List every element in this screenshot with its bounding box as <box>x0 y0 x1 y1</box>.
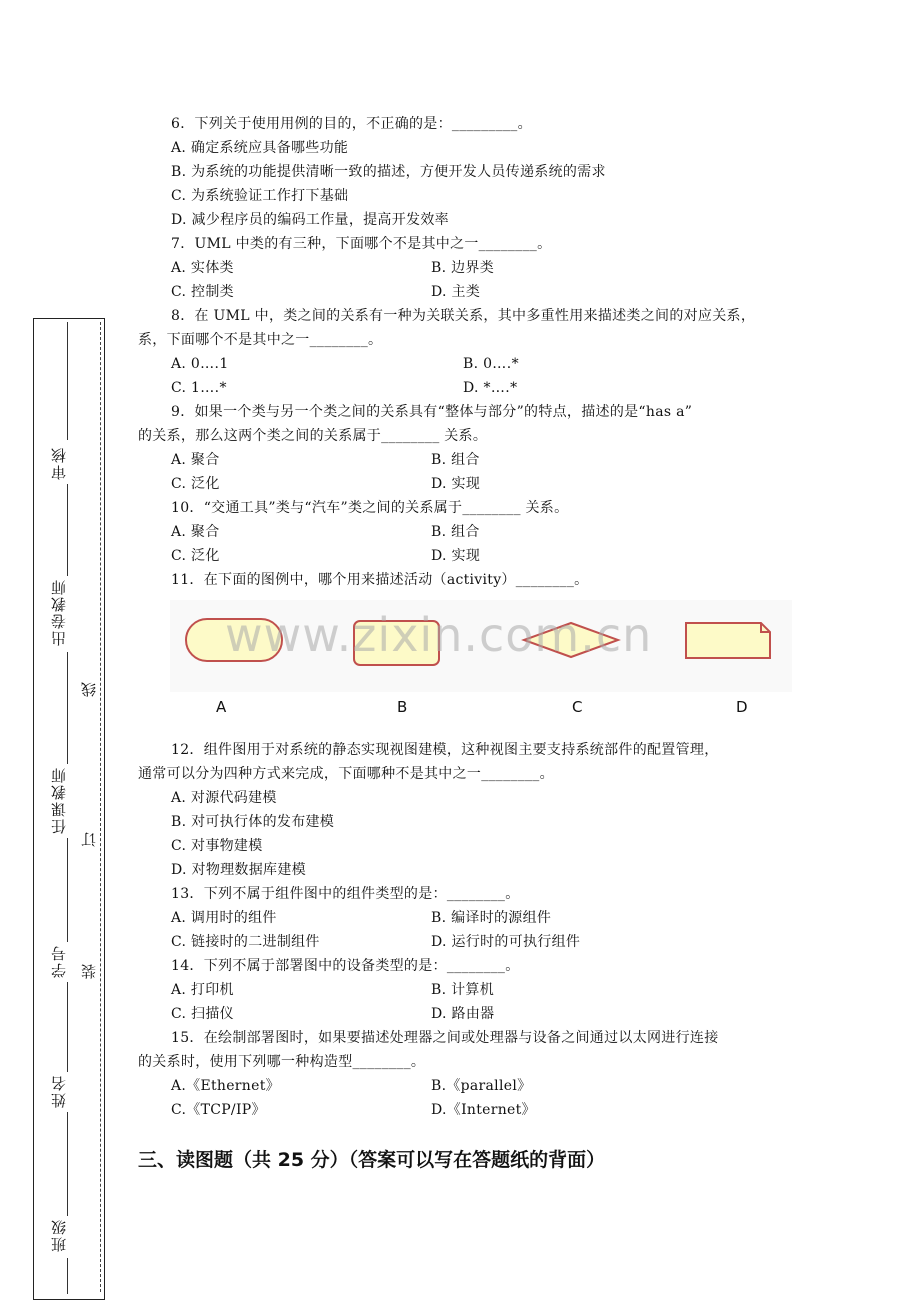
q13-option-a: A. 调用时的组件 <box>171 910 277 926</box>
figure-label-a: A <box>216 698 227 716</box>
label-class: 班级 <box>50 1218 68 1252</box>
question-7: 7．UML 中类的有三种，下面哪个不是其中之一________。 <box>171 236 552 252</box>
shape-c-diamond <box>524 623 618 657</box>
question-15-line1: 15．在绘制部署图时，如果要描述处理器之间或处理器与设备之间通过以太网进行连接 <box>171 1030 719 1046</box>
q15-option-c: C.《TCP/IP》 <box>171 1102 266 1118</box>
q8-option-a: A. 0…․1 <box>171 356 229 372</box>
question-6: 6．下列关于使用用例的目的，不正确的是：_________。 <box>171 116 532 132</box>
section-heading: 三、读图题（共 25 分）（答案可以写在答题纸的背面） <box>138 1149 606 1171</box>
seal-mark-attach: 装 <box>80 962 98 979</box>
q8-option-d: D. *…․* <box>463 380 518 396</box>
q6-option-d: D. 减少程序员的编码工作量，提高开发效率 <box>171 212 449 228</box>
binding-cut-line <box>100 322 101 1292</box>
q14-option-d: D. 路由器 <box>431 1006 495 1022</box>
q13-option-b: B. 编译时的源组件 <box>431 910 552 926</box>
q12-option-b: B. 对可执行体的发布建模 <box>171 814 335 830</box>
question-13: 13．下列不属于组件图中的组件类型的是：________。 <box>171 886 520 902</box>
q10-option-b: B. 组合 <box>431 524 480 540</box>
q9-option-d: D. 实现 <box>431 476 481 492</box>
q9-option-a: A. 聚合 <box>171 452 220 468</box>
q7-option-c: C. 控制类 <box>171 284 234 300</box>
question-9-line2: 的关系，那么这两个类之间的关系属于________ 关系。 <box>138 428 488 444</box>
question-12-line1: 12．组件图用于对系统的静态实现视图建模，这种视图主要支持系统部件的配置管理， <box>171 742 719 758</box>
field-line-teacher <box>67 652 68 764</box>
label-exam-setter: 出卷教师 <box>50 578 68 646</box>
q14-option-c: C. 扫描仪 <box>171 1006 234 1022</box>
q10-option-c: C. 泛化 <box>171 548 220 564</box>
q13-option-c: C. 链接时的二进制组件 <box>171 934 320 950</box>
question-15-line2: 的关系时，使用下列哪一种构造型________。 <box>138 1054 426 1070</box>
q8-option-b: B. 0…․* <box>463 356 519 372</box>
q7-option-d: D. 主类 <box>431 284 481 300</box>
q15-option-a: A.《Ethernet》 <box>171 1078 280 1094</box>
watermark: www.zixin.com.cn <box>225 608 653 662</box>
shape-b-rounded-rect <box>354 621 439 665</box>
question-14: 14．下列不属于部署图中的设备类型的是：________。 <box>171 958 520 974</box>
q10-option-d: D. 实现 <box>431 548 481 564</box>
field-line-id <box>67 838 68 942</box>
question-10: 10．“交通工具”类与“汽车”类之间的关系属于________ 关系。 <box>171 500 569 516</box>
figure-label-c: C <box>572 698 583 716</box>
question-12-line2: 通常可以分为四种方式来完成，下面哪种不是其中之一________。 <box>138 766 554 782</box>
q9-option-b: B. 组合 <box>431 452 480 468</box>
q7-option-a: A. 实体类 <box>171 260 234 276</box>
shape-d-note <box>686 623 770 658</box>
field-line-class-end <box>67 1258 68 1294</box>
q15-option-d: D.《Internet》 <box>431 1102 536 1118</box>
shape-a-rounded-pill <box>186 619 282 661</box>
q6-option-a: A. 确定系统应具备哪些功能 <box>171 140 349 156</box>
q12-option-c: C. 对事物建模 <box>171 838 263 854</box>
question-8-line1: 8．在 UML 中，类之间的关系有一种为关联关系，其中多重性用来描述类之间的对应关系， <box>171 308 756 324</box>
question-8-line2: 系，下面哪个不是其中之一________。 <box>138 332 383 348</box>
q15-option-b: B.《parallel》 <box>431 1078 532 1094</box>
field-line-name <box>67 982 68 1072</box>
q13-option-d: D. 运行时的可执行组件 <box>431 934 581 950</box>
seal-mark-line: 线 <box>80 680 98 697</box>
figure-label-d: D <box>736 698 748 716</box>
q14-option-b: B. 计算机 <box>431 982 494 998</box>
field-line-review <box>67 322 68 440</box>
label-student-id: 学号 <box>50 944 68 978</box>
q9-option-c: C. 泛化 <box>171 476 220 492</box>
binding-strip <box>33 318 105 1300</box>
activity-legend-figure <box>170 600 792 692</box>
q12-option-d: D. 对物理数据库建模 <box>171 862 306 878</box>
label-course-teacher: 任课教师 <box>50 766 68 834</box>
q6-option-c: C. 为系统验证工作打下基础 <box>171 188 349 204</box>
q8-option-c: C. 1…․* <box>171 380 227 396</box>
field-line-setter <box>67 484 68 576</box>
question-11: 11．在下面的图例中，哪个用来描述活动（activity）________。 <box>171 572 589 588</box>
question-9-line1: 9．如果一个类与另一个类之间的关系具有“整体与部分”的特点，描述的是“has a” <box>171 404 693 420</box>
q10-option-a: A. 聚合 <box>171 524 220 540</box>
field-line-class <box>67 1112 68 1216</box>
q14-option-a: A. 打印机 <box>171 982 234 998</box>
legend-shapes <box>170 600 792 692</box>
q12-option-a: A. 对源代码建模 <box>171 790 277 806</box>
label-name: 姓名 <box>50 1074 68 1108</box>
q6-option-b: B. 为系统的功能提供清晰一致的描述，方便开发人员传递系统的需求 <box>171 164 606 180</box>
seal-mark-bind: 订 <box>80 830 98 847</box>
q7-option-b: B. 边界类 <box>431 260 494 276</box>
label-review: 审核 <box>50 446 68 480</box>
figure-label-b: B <box>397 698 408 716</box>
